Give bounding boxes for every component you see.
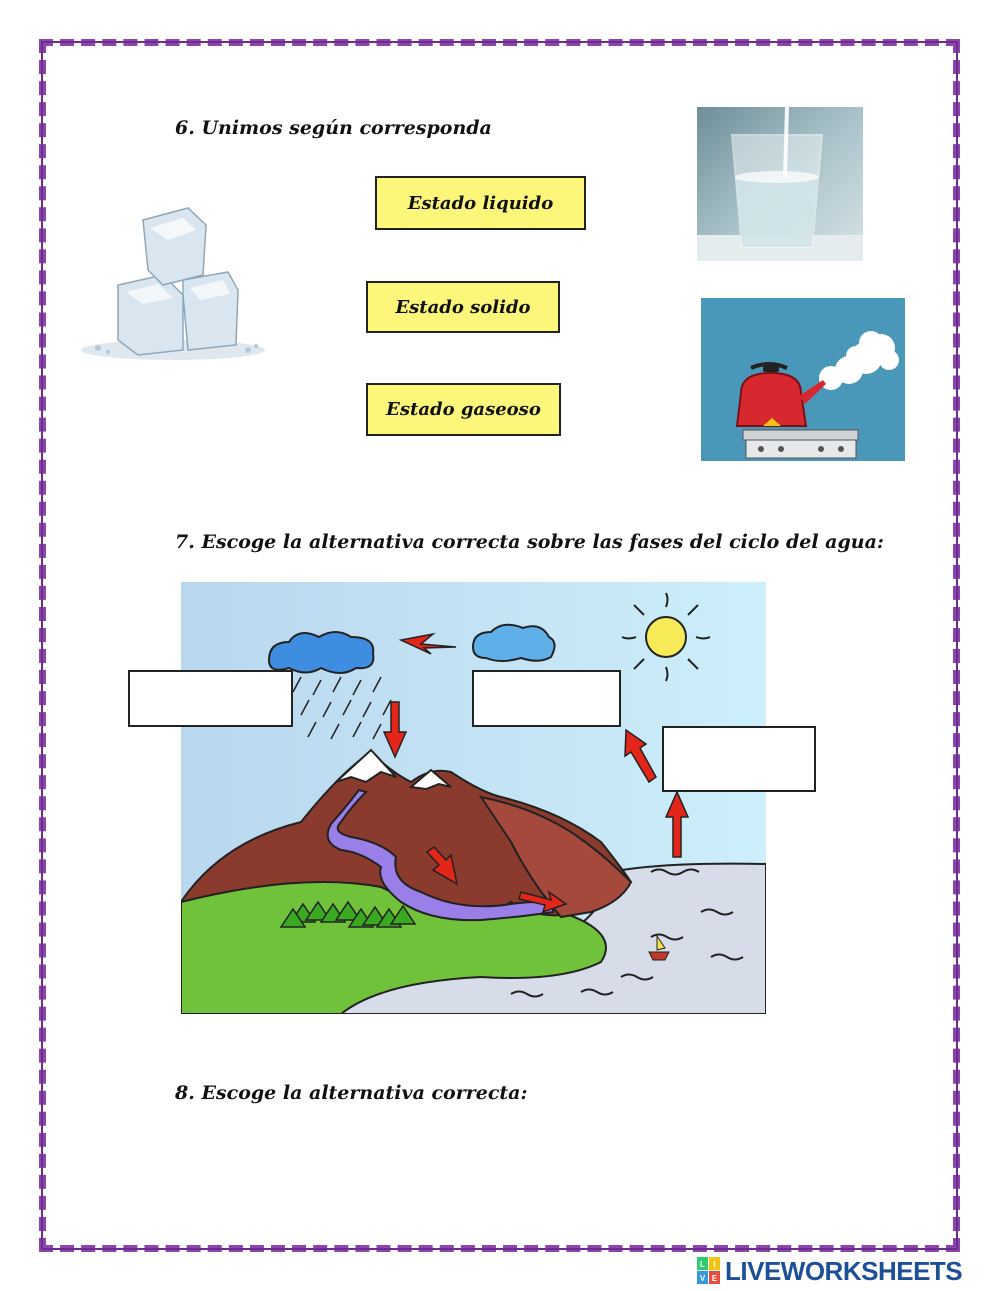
label-liquid-state[interactable]: Estado liquido	[375, 176, 586, 230]
answer-box-evaporation[interactable]	[662, 726, 816, 792]
label-solid-state[interactable]: Estado solido	[366, 281, 560, 333]
svg-text:E: E	[711, 1274, 718, 1283]
liveworksheets-logo	[697, 1256, 962, 1286]
svg-text:V: V	[699, 1274, 706, 1283]
question-8-heading: 8. Escoge la alternativa correcta:	[175, 1082, 528, 1104]
svg-text:L: L	[700, 1260, 705, 1269]
water-cycle-diagram	[181, 582, 766, 1014]
ice-cubes-image	[78, 200, 268, 360]
answer-box-precipitation[interactable]	[128, 670, 293, 727]
water-glass-image	[697, 107, 863, 261]
question-6-heading: 6. Unimos según corresponda	[175, 117, 492, 139]
svg-text:I: I	[713, 1260, 716, 1269]
liveworksheets-logo-icon	[697, 1257, 721, 1285]
liveworksheets-brand-text: LIVEWORKSHEETS	[725, 1255, 963, 1286]
kettle-image	[701, 298, 905, 461]
answer-box-condensation[interactable]	[472, 670, 621, 727]
label-gas-state[interactable]: Estado gaseoso	[366, 383, 561, 436]
question-7-heading: 7. Escoge la alternativa correcta sobre las fases del ciclo del agua:	[175, 531, 884, 553]
